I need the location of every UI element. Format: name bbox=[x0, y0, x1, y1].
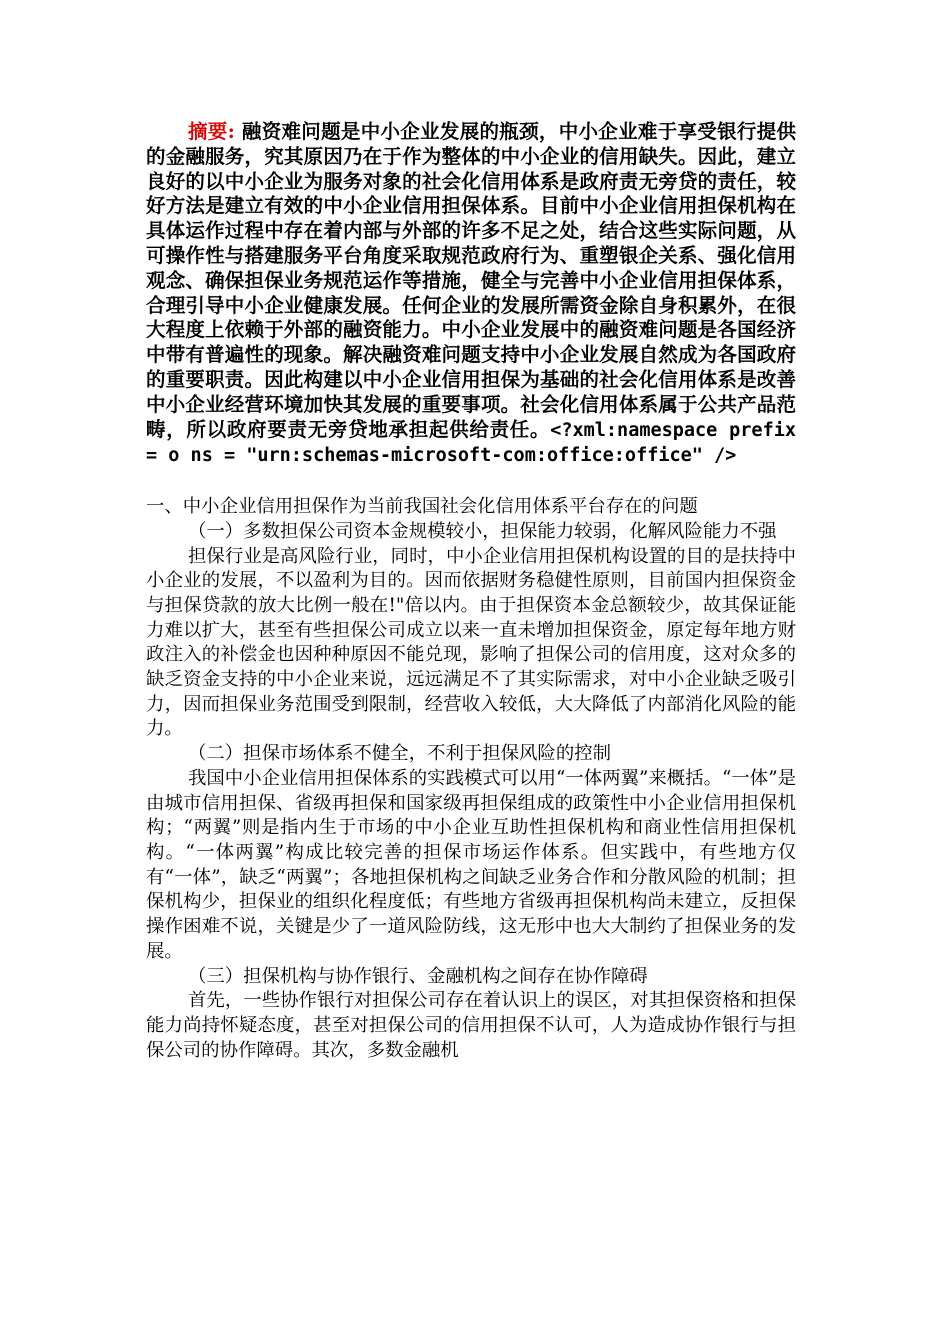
subsection-heading-2: （二）担保市场体系不健全，不利于担保风险的控制 bbox=[188, 743, 611, 765]
xml-namespace-text: <?xml:namespace prefix = o ns = "urn:schemas-microsoft-com:office:office" /> bbox=[146, 419, 796, 467]
document-body bbox=[146, 495, 796, 1063]
abstract-text: 融资难问题是中小企业发展的瓶颈，中小企业难于享受银行提供的金融服务，究其原因乃在于作为整体的中小企业的信用缺失。因此，建立良好的以中小企业为服务对象的社会化信用体系是政府责无旁贷的责任，较好方法是建立有效的中小企业信用担保体系。目前中小企业信用担保机构在具体运作过程中存在着内部与外部的许多不足之处，结合这些实际问题，从可操作性与搭建服务平台角度采取规范政府行为、重塑银企关系、强化信用观念、确保担保业务规范运作等措施，健全与完善中小企业信用担保体系，合理引导中小企业健康发展。任何企业的发展所需资金除自身积累外，在很大程度上依赖于外部的融资能力。中小企业发展中的融资难问题是各国经济中带有普遍性的现象。解决融资难问题支持中小企业发展自然成为各国政府的重要职责。因此构建以中小企业信用担保为基础的社会化信用体系是改善中小企业经营环境加快其发展的重要事项。社会化信用体系属于公共产品范畴，所以政府要责无旁贷地承担起供给责任。 bbox=[146, 120, 796, 441]
body-paragraph-2: 我国中小企业信用担保体系的实践模式可以用“一体两翼”来概括。“一体”是由城市信用担保、省级再担保和国家级再担保组成的政策性中小企业信用担保机构；“两翼”则是指内生于市场的中小企业互助性担保机构和商业性信用担保机构。“一体两翼”构成比较完善的担保市场运作体系。但实践中，有些地方仅有“一体”，缺乏“两翼”；各地担保机构之间缺乏业务合作和分散风险的机制；担保机构少，担保业的组织化程度低；有些地方省级再担保机构尚未建立，反担保操作困难不说，关键是少了一道风险防线，这无形中也大大制约了担保业务的发展。 bbox=[146, 767, 796, 962]
subsection-heading-1: （一）多数担保公司资本金规模较小，担保能力较弱，化解风险能力不强 bbox=[188, 520, 777, 542]
document-page bbox=[146, 120, 796, 1063]
abstract-label: 摘要: bbox=[188, 120, 235, 143]
abstract-paragraph bbox=[146, 120, 796, 469]
section-heading-1: 一、中小企业信用担保作为当前我国社会化信用体系平台存在的问题 bbox=[146, 496, 698, 518]
paragraph-spacer bbox=[146, 469, 796, 495]
body-paragraph-3: 首先，一些协作银行对担保公司存在着认识上的误区，对其担保资格和担保能力尚持怀疑态度，甚至对担保公司的信用担保不认可，人为造成协作银行与担保公司的协作障碍。其次，多数金融机 bbox=[146, 990, 796, 1061]
body-paragraph-1: 担保行业是高风险行业，同时，中小企业信用担保机构设置的目的是扶持中小企业的发展，不以盈利为目的。因而依据财务稳健性原则，目前国内担保资金与担保贷款的放大比例一般在!"倍以内。由于担保资本金总额较少，故其保证能力难以扩大，甚至有些担保公司成立以来一直未增加担保资金，原定每年地方财政注入的补偿金也因种种原因不能兑现，影响了担保公司的信用度，这对众多的缺乏资金支持的中小企业来说，远远满足不了其实际需求，对中小企业缺乏吸引力，因而担保业务范围受到限制，经营收入较低，大大降低了内部消化风险的能力。 bbox=[146, 545, 796, 740]
subsection-heading-3: （三）担保机构与协作银行、金融机构之间存在协作障碍 bbox=[188, 965, 648, 987]
